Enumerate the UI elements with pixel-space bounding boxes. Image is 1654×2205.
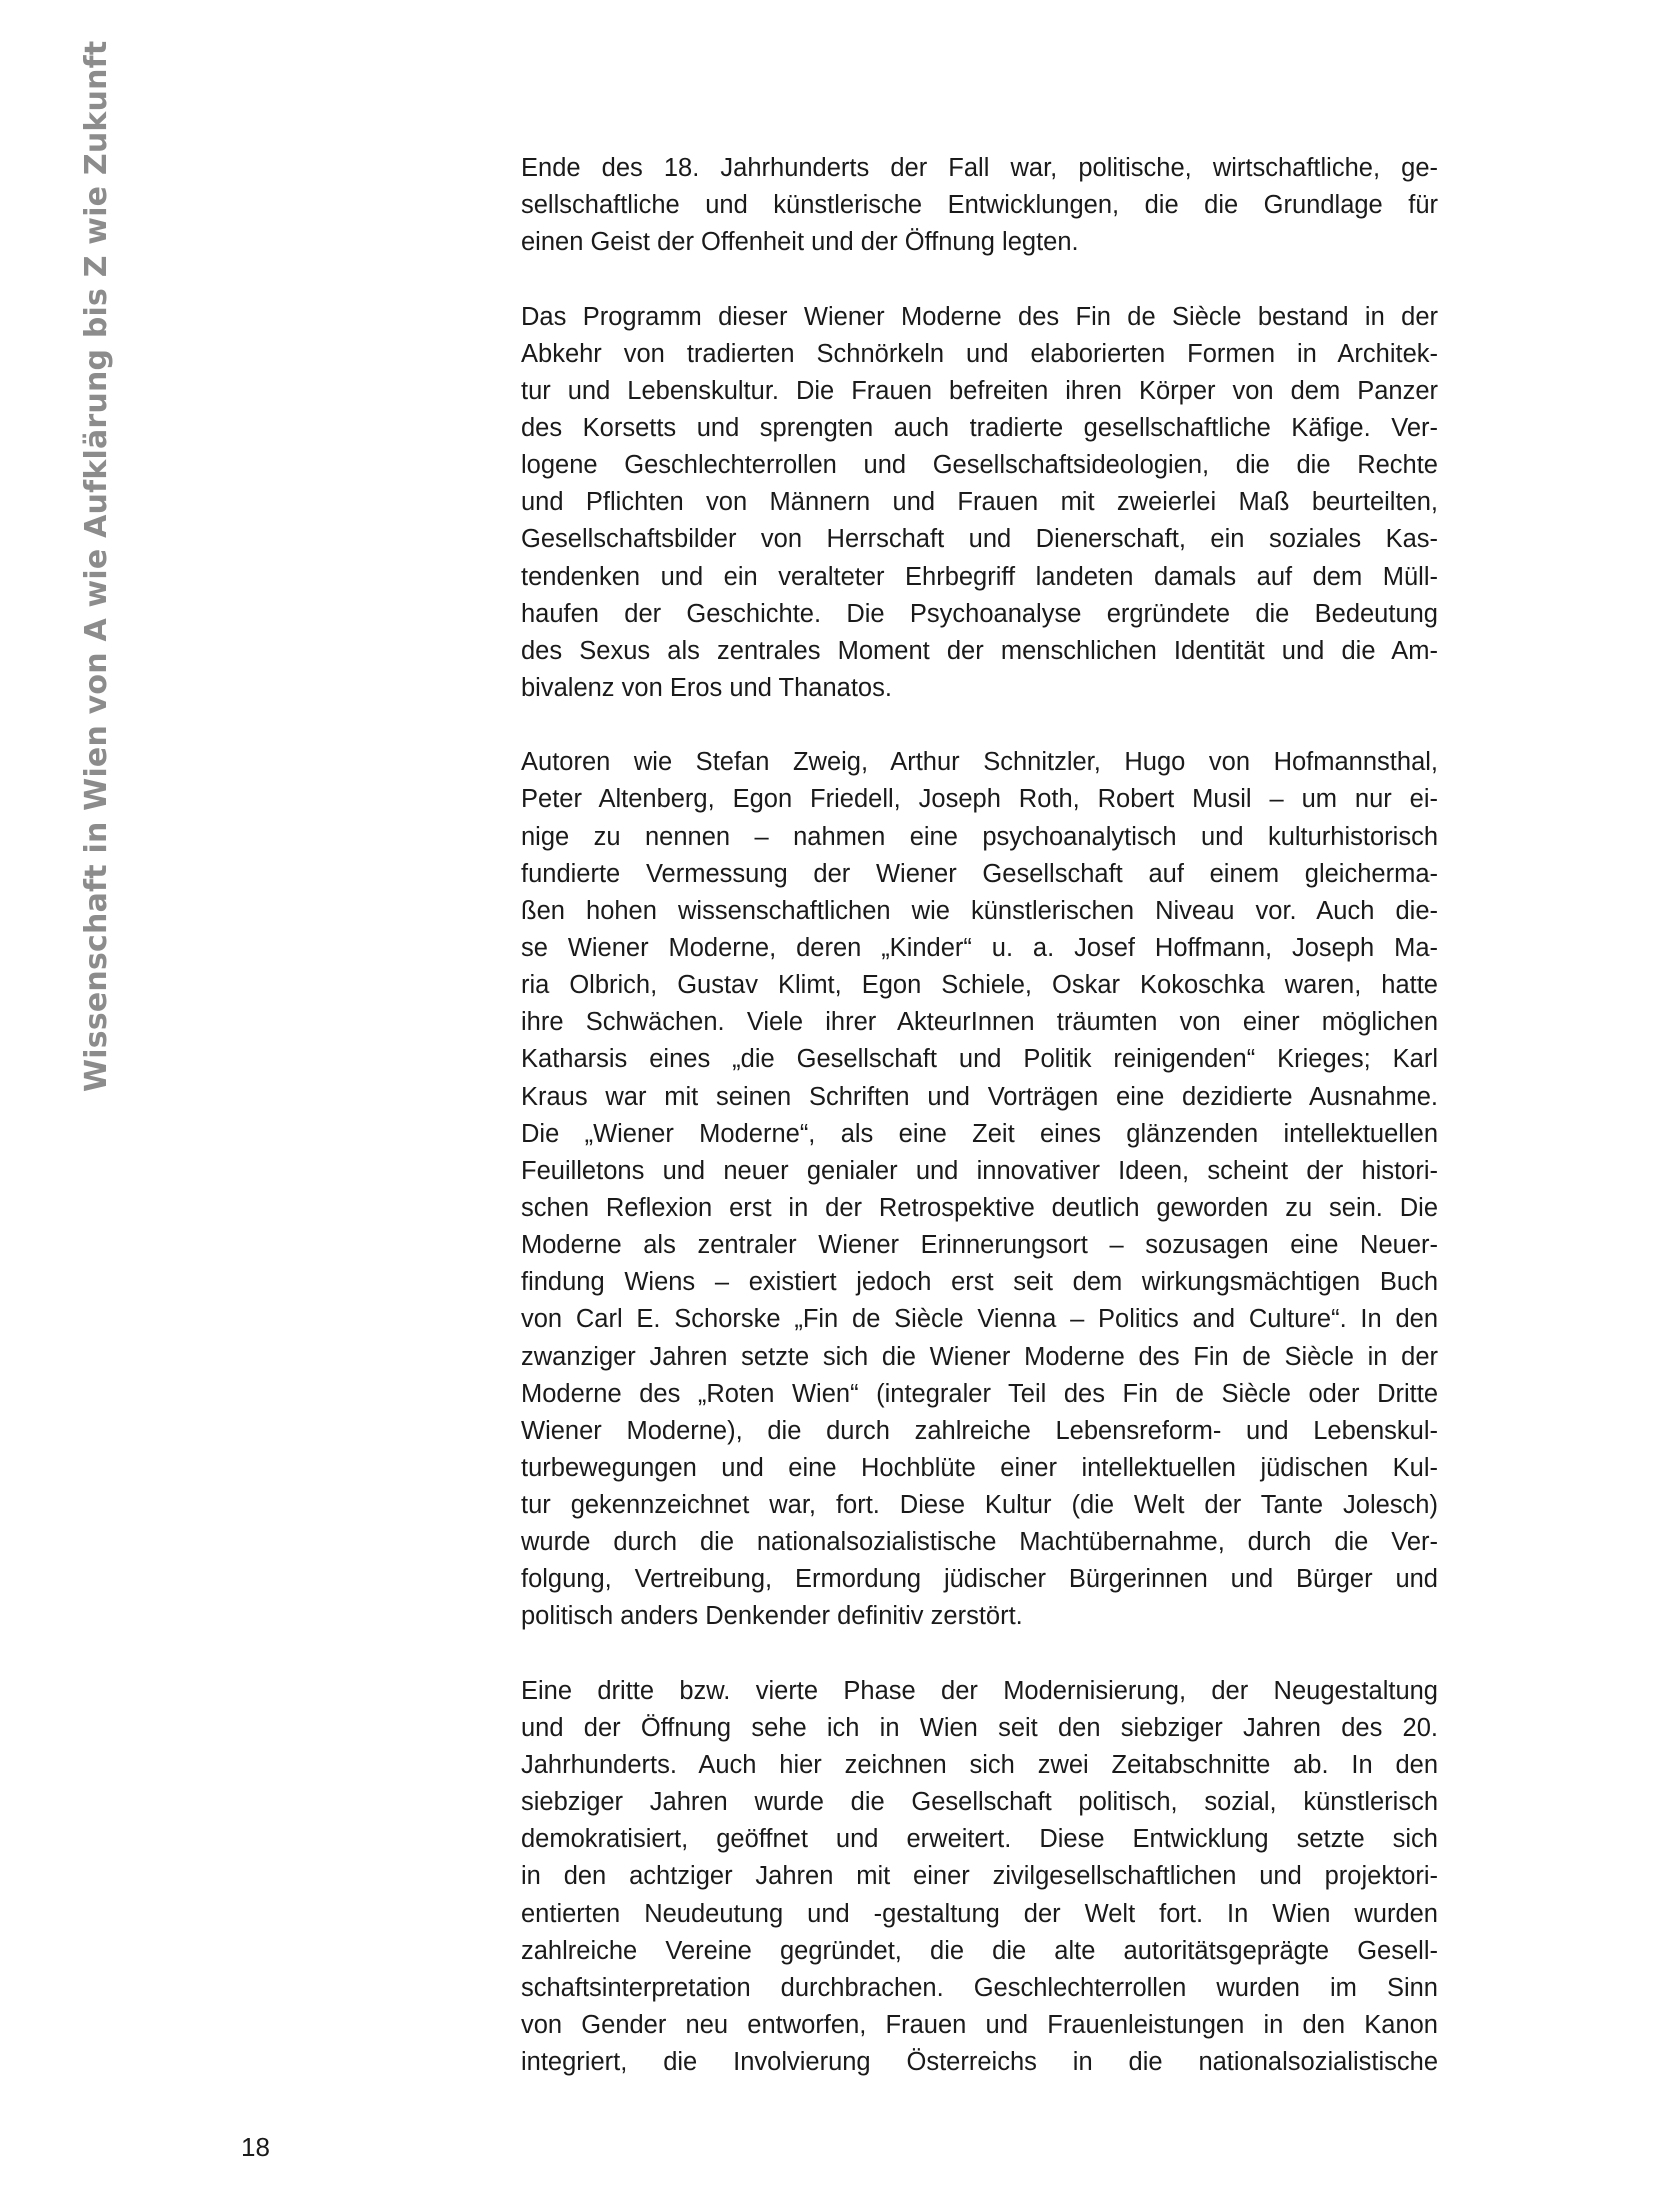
text-line: Peter Altenberg, Egon Friedell, Joseph Roth, Robert Musil – um nur ei- (521, 785, 1438, 814)
text-line: nige zu nennen – nahmen eine psychoanalytisch und kulturhistorisch (521, 822, 1438, 851)
text-line: wurde durch die nationalsozialistische Machtübernahme, durch die Ver- (521, 1528, 1438, 1557)
text-line: Moderne des „Roten Wien“ (integraler Teil des Fin de Siècle oder Dritte (521, 1379, 1438, 1408)
page-number: 18 (241, 2132, 270, 2162)
text-line: zahlreiche Vereine gegründet, die die alte autoritätsgeprägte Gesell- (521, 1936, 1438, 1965)
text-line: logene Geschlechterrollen und Gesellschaftsideologien, die die Rechte (521, 451, 1438, 480)
text-line: Die „Wiener Moderne“, als eine Zeit eines glänzenden intellektuellen (521, 1119, 1438, 1148)
text-line: Ende des 18. Jahrhunderts der Fall war, politische, wirtschaftliche, ge- (521, 154, 1438, 182)
text-line: Moderne als zentraler Wiener Erinnerungsort – sozusagen eine Neuer- (521, 1231, 1438, 1260)
text-line: entierten Neudeutung und -gestaltung der Welt fort. In Wien wurden (521, 1899, 1438, 1928)
paragraph (521, 299, 1438, 708)
text-line: demokratisiert, geöffnet und erweitert. Diese Entwicklung setzte sich (521, 1825, 1438, 1854)
text-line: Das Programm dieser Wiener Moderne des Fin de Siècle bestand in der (521, 302, 1438, 331)
text-line: zwanziger Jahren setzte sich die Wiener Moderne des Fin de Siècle in der (521, 1342, 1438, 1371)
text-line: Jahrhunderts. Auch hier zeichnen sich zwei Zeitabschnitte ab. In den (521, 1751, 1438, 1780)
text-line: Eine dritte bzw. vierte Phase der Modernisierung, der Neugestaltung (521, 1676, 1438, 1705)
text-line: und Pflichten von Männern und Frauen mit zweierlei Maß beurteilten, (521, 488, 1438, 517)
text-line: Kraus war mit seinen Schriften und Vorträgen eine dezidierte Ausnahme. (521, 1082, 1438, 1111)
text-line: tendenken und ein veralteter Ehrbegriff landeten damals auf dem Müll- (521, 562, 1438, 591)
text-line: ßen hohen wissenschaftlichen wie künstlerischen Niveau vor. Auch die- (521, 896, 1438, 925)
paragraph (521, 150, 1438, 261)
body-text (521, 150, 1438, 2118)
text-line: in den achtziger Jahren mit einer zivilgesellschaftlichen und projektori- (521, 1862, 1438, 1891)
text-line: Wiener Moderne), die durch zahlreiche Lebensreform- und Lebenskul- (521, 1416, 1438, 1445)
text-line: folgung, Vertreibung, Ermordung jüdischer Bürgerinnen und Bürger und (521, 1565, 1438, 1594)
text-line: Feuilletons und neuer genialer und innovativer Ideen, scheint der histori- (521, 1156, 1438, 1185)
running-title: Wissenschaft in Wien von A wie Aufklärung bis Z wie Zukunft (79, 40, 114, 1092)
text-line: Autoren wie Stefan Zweig, Arthur Schnitzler, Hugo von Hofmannsthal, (521, 748, 1438, 777)
text-line: tur gekennzeichnet war, fort. Diese Kultur (die Welt der Tante Jolesch) (521, 1491, 1438, 1520)
text-line: Gesellschaftsbilder von Herrschaft und Dienerschaft, ein soziales Kas- (521, 525, 1438, 554)
text-line: findung Wiens – existiert jedoch erst seit dem wirkungsmächtigen Buch (521, 1268, 1438, 1297)
text-line: schen Reflexion erst in der Retrospektive deutlich geworden zu sein. Die (521, 1193, 1438, 1222)
text-line: des Korsetts und sprengten auch tradierte gesellschaftliche Käfige. Ver- (521, 413, 1438, 442)
text-line: sellschaftliche und künstlerische Entwicklungen, die die Grundlage für (521, 191, 1438, 220)
text-line: politisch anders Denkender definitiv zerstört. (521, 1602, 1023, 1631)
text-line: integriert, die Involvierung Österreichs in die nationalsozialistische (521, 2048, 1438, 2077)
text-line: Abkehr von tradierten Schnörkeln und elaborierten Formen in Architek- (521, 339, 1438, 368)
text-line: ria Olbrich, Gustav Klimt, Egon Schiele, Oskar Kokoschka waren, hatte (521, 971, 1438, 1000)
text-line: und der Öffnung sehe ich in Wien seit den siebziger Jahren des 20. (521, 1713, 1438, 1742)
text-line: von Gender neu entworfen, Frauen und Frauenleistungen in den Kanon (521, 2011, 1438, 2040)
paragraph (521, 744, 1438, 1635)
text-line: tur und Lebenskultur. Die Frauen befreiten ihren Körper von dem Panzer (521, 376, 1438, 405)
text-line: fundierte Vermessung der Wiener Gesellschaft auf einem gleicherma- (521, 859, 1438, 888)
text-line: turbewegungen und eine Hochblüte einer intellektuellen jüdischen Kul- (521, 1453, 1438, 1482)
paragraph (521, 1673, 1438, 2082)
text-line: haufen der Geschichte. Die Psychoanalyse ergründete die Bedeutung (521, 599, 1438, 628)
text-line: schaftsinterpretation durchbrachen. Geschlechterrollen wurden im Sinn (521, 1973, 1438, 2002)
text-line: ihre Schwächen. Viele ihrer AkteurInnen träumten von einer möglichen (521, 1008, 1438, 1037)
text-line: einen Geist der Offenheit und der Öffnung legten. (521, 228, 1079, 257)
text-line: von Carl E. Schorske „Fin de Siècle Vienna – Politics and Culture“. In den (521, 1305, 1438, 1334)
text-line: siebziger Jahren wurde die Gesellschaft politisch, sozial, künstlerisch (521, 1788, 1438, 1817)
text-line: des Sexus als zentrales Moment der menschlichen Identität und die Am- (521, 636, 1438, 665)
text-line: bivalenz von Eros und Thanatos. (521, 673, 892, 702)
text-line: Katharsis eines „die Gesellschaft und Politik reinigenden“ Krieges; Karl (521, 1045, 1438, 1074)
text-line: se Wiener Moderne, deren „Kinder“ u. a. Josef Hoffmann, Joseph Ma- (521, 933, 1438, 962)
